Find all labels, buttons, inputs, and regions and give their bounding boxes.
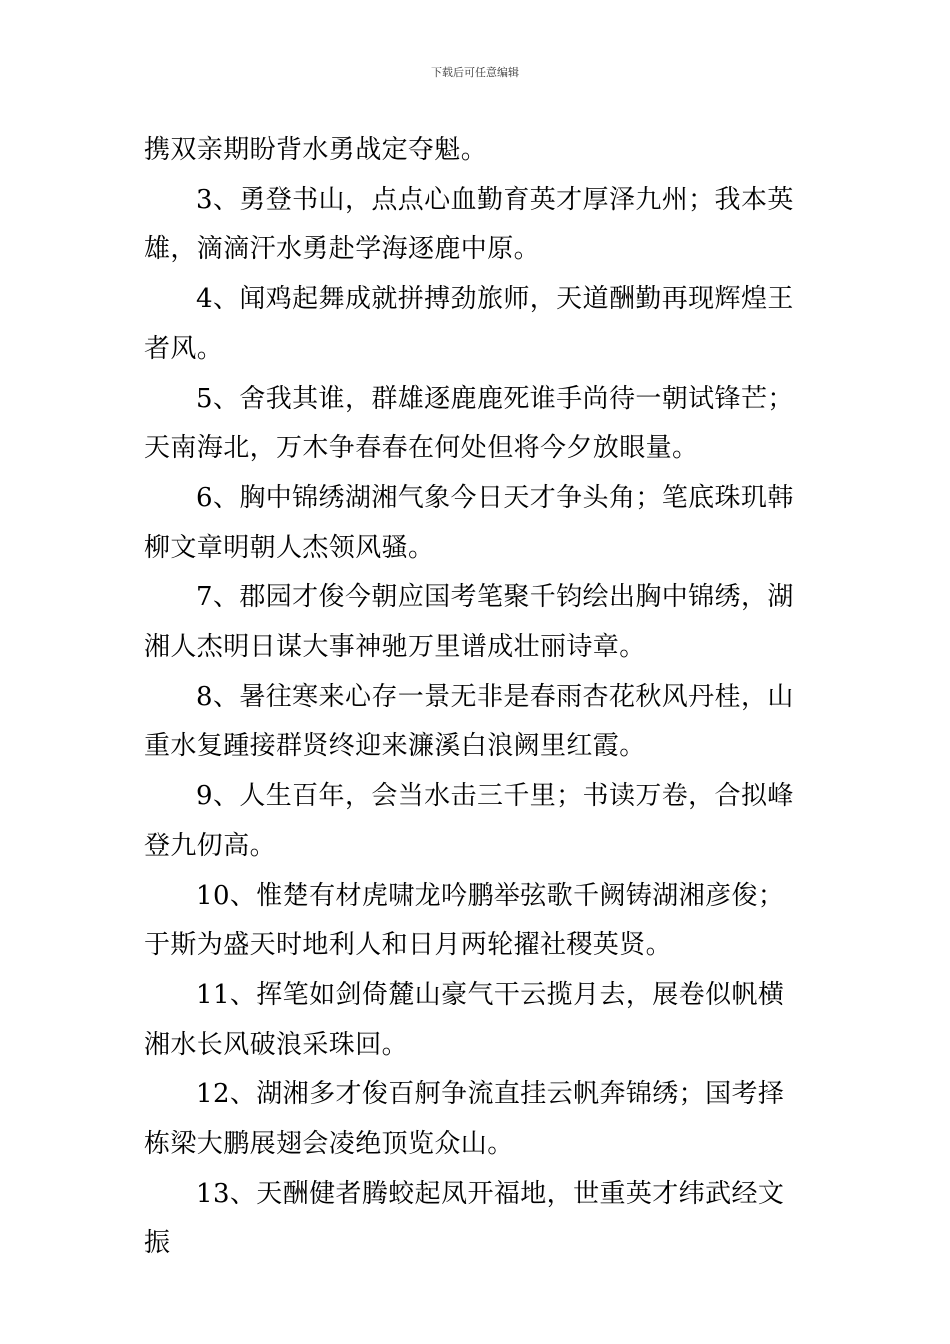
paragraph-11: 11、挥笔如剑倚麓山豪气干云揽月去，展卷似帆横湘水长风破浪采珠回。 <box>144 979 785 1060</box>
paragraph-3: 3、勇登书山，点点心血勤育英才厚泽九州；我本英雄，滴滴汗水勇赴学海逐鹿中原。 <box>144 184 794 265</box>
paragraph-5: 5、舍我其谁，群雄逐鹿鹿死谁手尚待一朝试锋芒；天南海北，万木争春春在何处但将今夕放眼量。 <box>144 383 794 464</box>
document-body <box>144 126 808 1269</box>
paragraph-9: 9、人生百年，会当水击三千里；书读万卷，合拟峰登九仞高。 <box>144 781 794 861</box>
paragraph-7: 7、郡园才俊今朝应国考笔聚千钧绘出胸中锦绣，湖湘人杰明日谋大事神驰万里谱成壮丽诗章。 <box>144 582 794 663</box>
paragraph-8: 8、暑往寒来心存一景无非是春雨杏花秋风丹桂，山重水复踵接群贤终迎来濂溪白浪阙里红霞。 <box>144 681 794 762</box>
paragraph-6: 6、胸中锦绣湖湘气象今日天才争头角；笔底珠玑韩柳文章明朝人杰领风骚。 <box>144 482 794 563</box>
page-header: 下载后可任意编辑 <box>431 66 519 79</box>
paragraph-continuation: 携双亲期盼背水勇战定夺魁。 <box>144 135 488 165</box>
paragraph-13: 13、天酬健者腾蛟起凤开福地，世重英才纬武经文振 <box>144 1178 785 1259</box>
paragraph-4: 4、闻鸡起舞成就拼搏劲旅师，天道酬勤再现辉煌王者风。 <box>144 284 794 364</box>
paragraph-12: 12、湖湘多才俊百舸争流直挂云帆奔锦绣；国考择栋梁大鹏展翅会凌绝顶览众山。 <box>144 1079 785 1160</box>
paragraph-10: 10、惟楚有材虎啸龙吟鹏举弦歌千阙铸湖湘彦俊；于斯为盛天时地利人和日月两轮擢社稷英贤。 <box>144 880 785 961</box>
